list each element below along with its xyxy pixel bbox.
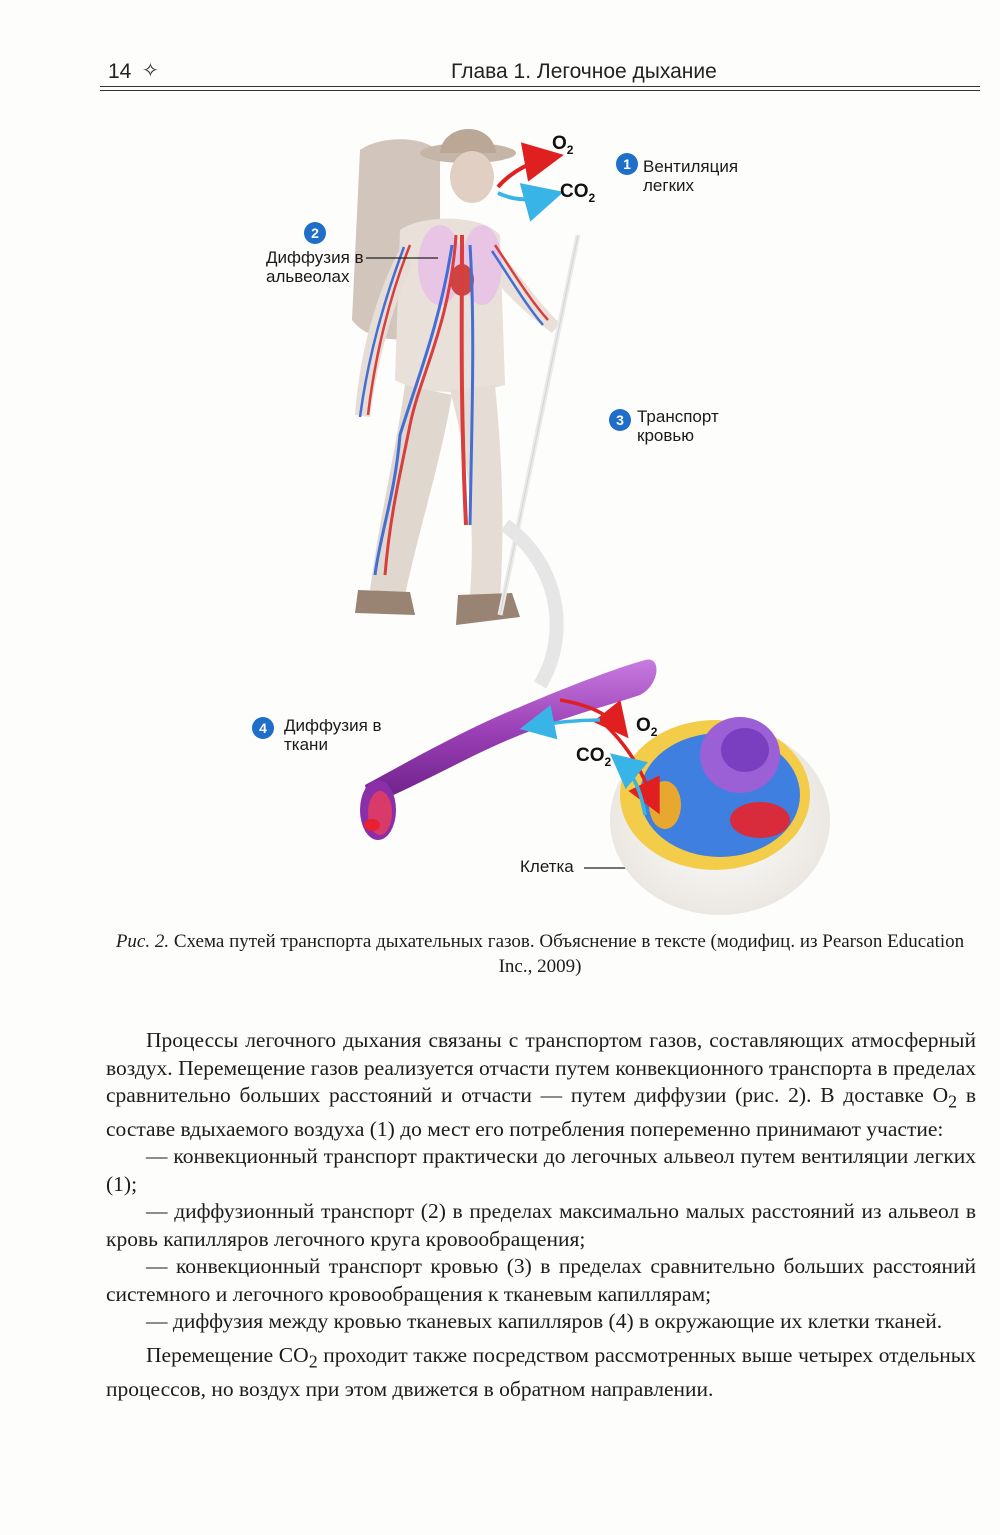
paragraph-1: Процессы легочного дыхания связаны с транспортом газов, составляющих атмосферный воздух. Перемещение газов реализуется отчасти путем конвекционного транспорта в пределах сравнительно больших расстояний и отчасти — путем диффузии (рис. 2). В доставке $O_2$ в составе вдыхаемого воздуха (1) до мест его потребления попеременно принимают участие: — [106, 1028, 976, 1141]
label-alveolar-diffusion: Диффузия в альвеолах — [266, 248, 364, 286]
running-header — [108, 56, 980, 88]
list-item: — диффузия между кровью тканевых капилляров (4) в окружающие их клетки тканей. — [146, 1309, 943, 1334]
body-text — [106, 1027, 976, 1403]
badge-1: 1 — [616, 153, 638, 175]
list-item: — конвекционный транспорт практически до легочных альвеол путем вентиляции легких (1); — [106, 1144, 976, 1196]
badge-2: 2 — [304, 222, 326, 244]
paragraph-2: Перемещение $CO_2$ проходит также посредством рассмотренных выше четырех отдельных процессов, но воздух при этом движется в обратном направлении. — [106, 1342, 976, 1401]
figure-illustration — [0, 95, 1000, 925]
figure-caption — [100, 929, 980, 979]
badge-4: 4 — [252, 717, 274, 739]
o2-label-tissue: $O_2$ — [636, 715, 658, 739]
co2-label-top: $CO_2$ — [560, 181, 596, 205]
hiker-figure — [352, 129, 578, 625]
co2-label-tissue: $CO_2$ — [576, 745, 612, 769]
co2-exhale-arrow — [498, 193, 552, 199]
caption-lead: Рис. 2. — [115, 931, 170, 952]
cell-illustration — [610, 717, 830, 915]
list-item: — диффузионный транспорт (2) в пределах максимально малых расстояний из альвеол в кровь капилляров легочного круга кровообращения; — [106, 1199, 976, 1251]
label-blood-transport: Транспорт кровью — [637, 407, 719, 445]
figure-gas-transport — [0, 95, 1000, 925]
label-tissue-diffusion: Диффузия в ткани — [284, 716, 382, 754]
label-cell: Клетка — [520, 857, 574, 876]
page-number: 14 — [108, 60, 132, 83]
caption-text: Схема путей транспорта дыхательных газов. Объяснение в тексте (модифиц. из Pearson Education Inc., 2009) — [173, 931, 965, 977]
header-rule-thin — [100, 90, 980, 91]
header-rule — [100, 86, 980, 87]
list-item: — конвекционный транспорт кровью (3) в пределах сравнительно больших расстояний системного и легочного кровообращения к тканевым капиллярам; — [106, 1254, 976, 1306]
label-ventilation: Вентиляция легких — [643, 157, 739, 195]
ornament-icon: ✧ — [142, 60, 159, 82]
badge-3: 3 — [609, 409, 631, 431]
o2-inhale-arrow — [498, 157, 552, 187]
o2-label-top: $O_2$ — [552, 133, 574, 157]
chapter-title: Глава 1. Легочное дыхание — [451, 60, 717, 83]
